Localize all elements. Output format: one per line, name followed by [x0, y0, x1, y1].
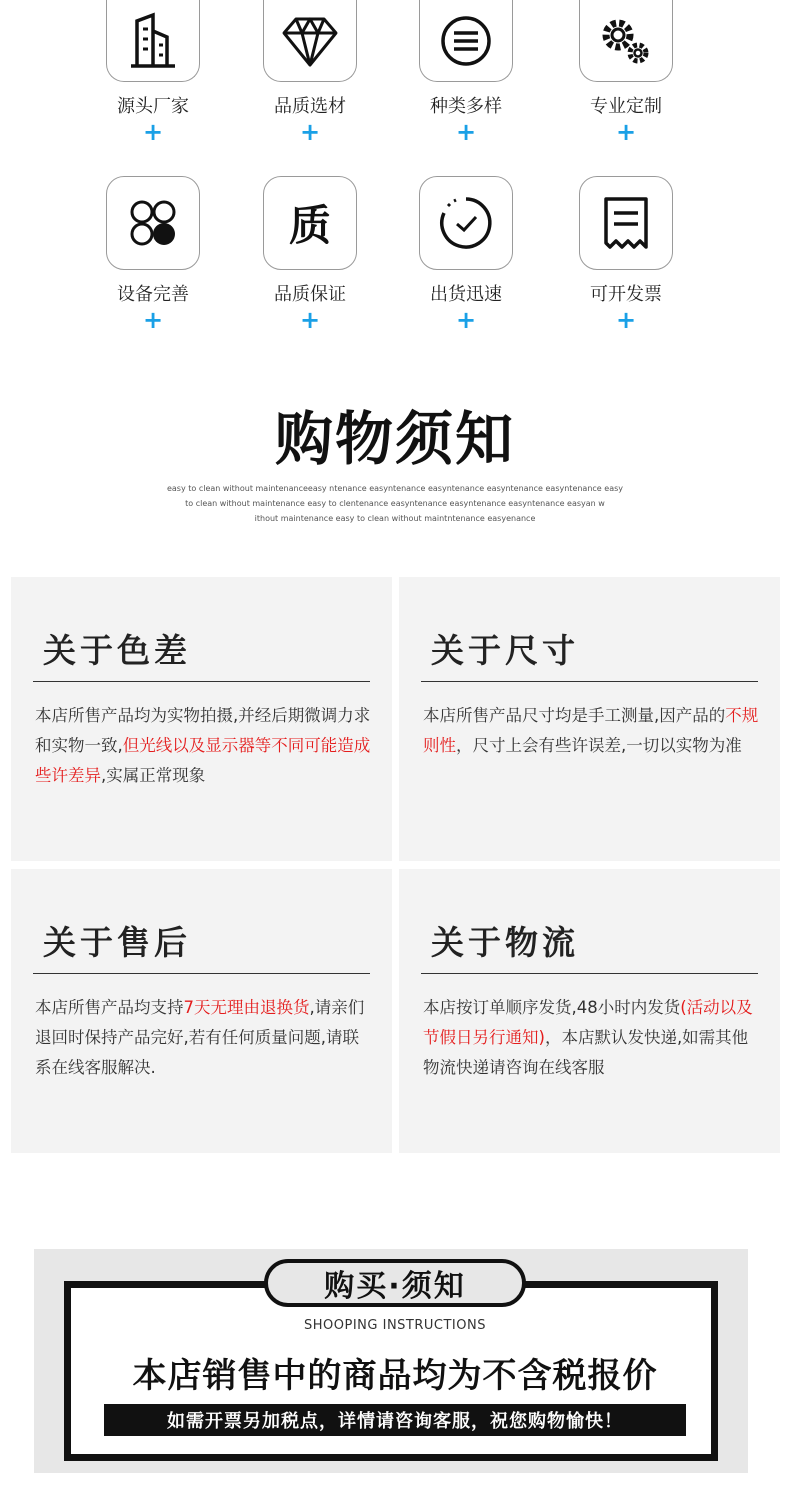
check-circle-icon — [436, 193, 496, 253]
feature-label: 可开发票 — [590, 284, 662, 305]
banner-main-text: 本店销售中的商品均为不含税报价 — [132, 1356, 658, 1396]
highlight-text: 不规则性 — [423, 706, 759, 755]
feature-fast-shipping — [386, 176, 546, 332]
page-title: 购物须知 — [274, 405, 515, 473]
divider — [33, 973, 370, 974]
feature-label: 品质选材 — [274, 96, 346, 117]
notice-card-size — [399, 577, 780, 861]
body-text: ,请亲们退回时保持产品完好,若有任何质量问题,请联系在线客服解决. — [35, 998, 365, 1077]
highlight-text: 7天无理由退换货 — [183, 998, 310, 1017]
notice-card-logistics — [399, 869, 780, 1153]
feature-icon-box — [106, 0, 200, 82]
banner-pill-title: 购买·须知 — [264, 1259, 526, 1307]
divider — [421, 973, 758, 974]
notice-card-aftersale — [11, 869, 392, 1153]
plus-icon: + — [142, 118, 164, 146]
body-text: 本店按订单顺序发货,48小时内发货 — [423, 998, 681, 1017]
gears-icon — [596, 11, 656, 71]
feature-icon-box — [263, 0, 357, 82]
feature-quality-material — [230, 0, 390, 144]
highlight-text: (活动以及节假日另行通知) — [423, 998, 753, 1047]
body-text: 本店所售产品尺寸均是手工测量,因产品的 — [423, 706, 726, 725]
quality-char-icon: 质 — [288, 201, 331, 250]
plus-icon: + — [615, 306, 637, 334]
body-text: ，尺寸上会有些许误差,一切以实物为准 — [456, 736, 742, 755]
divider — [33, 681, 370, 682]
card-body — [35, 701, 372, 791]
feature-equipment — [73, 176, 233, 332]
feature-icon-box — [579, 176, 673, 270]
building-icon — [123, 11, 183, 71]
feature-label: 出货迅速 — [430, 284, 502, 305]
decorative-text-line: easy to clean without maintenanceeasy ntenance easyntenance easyntenance easyntenance easyntenance easy — [166, 484, 623, 493]
feature-custom — [546, 0, 706, 144]
feature-label: 专业定制 — [590, 96, 662, 117]
plus-icon: + — [299, 306, 321, 334]
card-title: 关于色差 — [43, 631, 191, 670]
body-text: ，本店默认发快递,如需其他物流快递请咨询在线客服 — [423, 1028, 749, 1077]
feature-icon-box — [579, 0, 673, 82]
feature-label: 源头厂家 — [117, 96, 189, 117]
body-text: 本店所售产品均支持 — [35, 998, 184, 1017]
feature-variety — [386, 0, 546, 144]
plus-icon: + — [142, 306, 164, 334]
feature-invoice — [546, 176, 706, 332]
diamond-icon — [280, 11, 340, 71]
body-text: ,实属正常现象 — [101, 766, 206, 785]
decorative-text-line: ithout maintenance easy to clean without maintntenance easyenance — [254, 514, 536, 523]
card-title: 关于物流 — [431, 923, 579, 962]
plus-icon: + — [455, 306, 477, 334]
banner-black-bar: 如需开票另加税点，详情请咨询客服，祝您购物愉快！ — [104, 1404, 686, 1436]
divider — [421, 681, 758, 682]
receipt-icon — [596, 193, 656, 253]
card-body — [35, 993, 372, 1083]
card-body — [423, 701, 760, 761]
card-title: 关于售后 — [43, 923, 191, 962]
banner-subtitle: SHOOPING INSTRUCTIONS — [304, 1318, 486, 1333]
card-body — [423, 993, 760, 1083]
decorative-text-line: to clean without maintenance easy to clentenance easyntenance easyntenance easyntenance easyan w — [185, 499, 605, 508]
feature-source-factory — [73, 0, 233, 144]
feature-quality-guarantee — [230, 176, 390, 332]
plus-icon: + — [455, 118, 477, 146]
feature-label: 品质保证 — [274, 284, 346, 305]
feature-label: 设备完善 — [117, 284, 189, 305]
feature-label: 种类多样 — [430, 96, 502, 117]
feature-icon-box — [419, 176, 513, 270]
plus-icon: + — [615, 118, 637, 146]
card-title: 关于尺寸 — [431, 631, 579, 670]
circles-grid-icon — [123, 193, 183, 253]
feature-icon-box — [106, 176, 200, 270]
list-circle-icon — [436, 11, 496, 71]
feature-icon-box — [263, 176, 357, 270]
body-text: 本店所售产品均为实物拍摄,并经后期微调力求和实物一致, — [35, 706, 371, 755]
highlight-text: 但光线以及显示器等不同可能造成些许差异 — [35, 736, 371, 785]
notice-card-color — [11, 577, 392, 861]
feature-icon-box — [419, 0, 513, 82]
plus-icon: + — [299, 118, 321, 146]
